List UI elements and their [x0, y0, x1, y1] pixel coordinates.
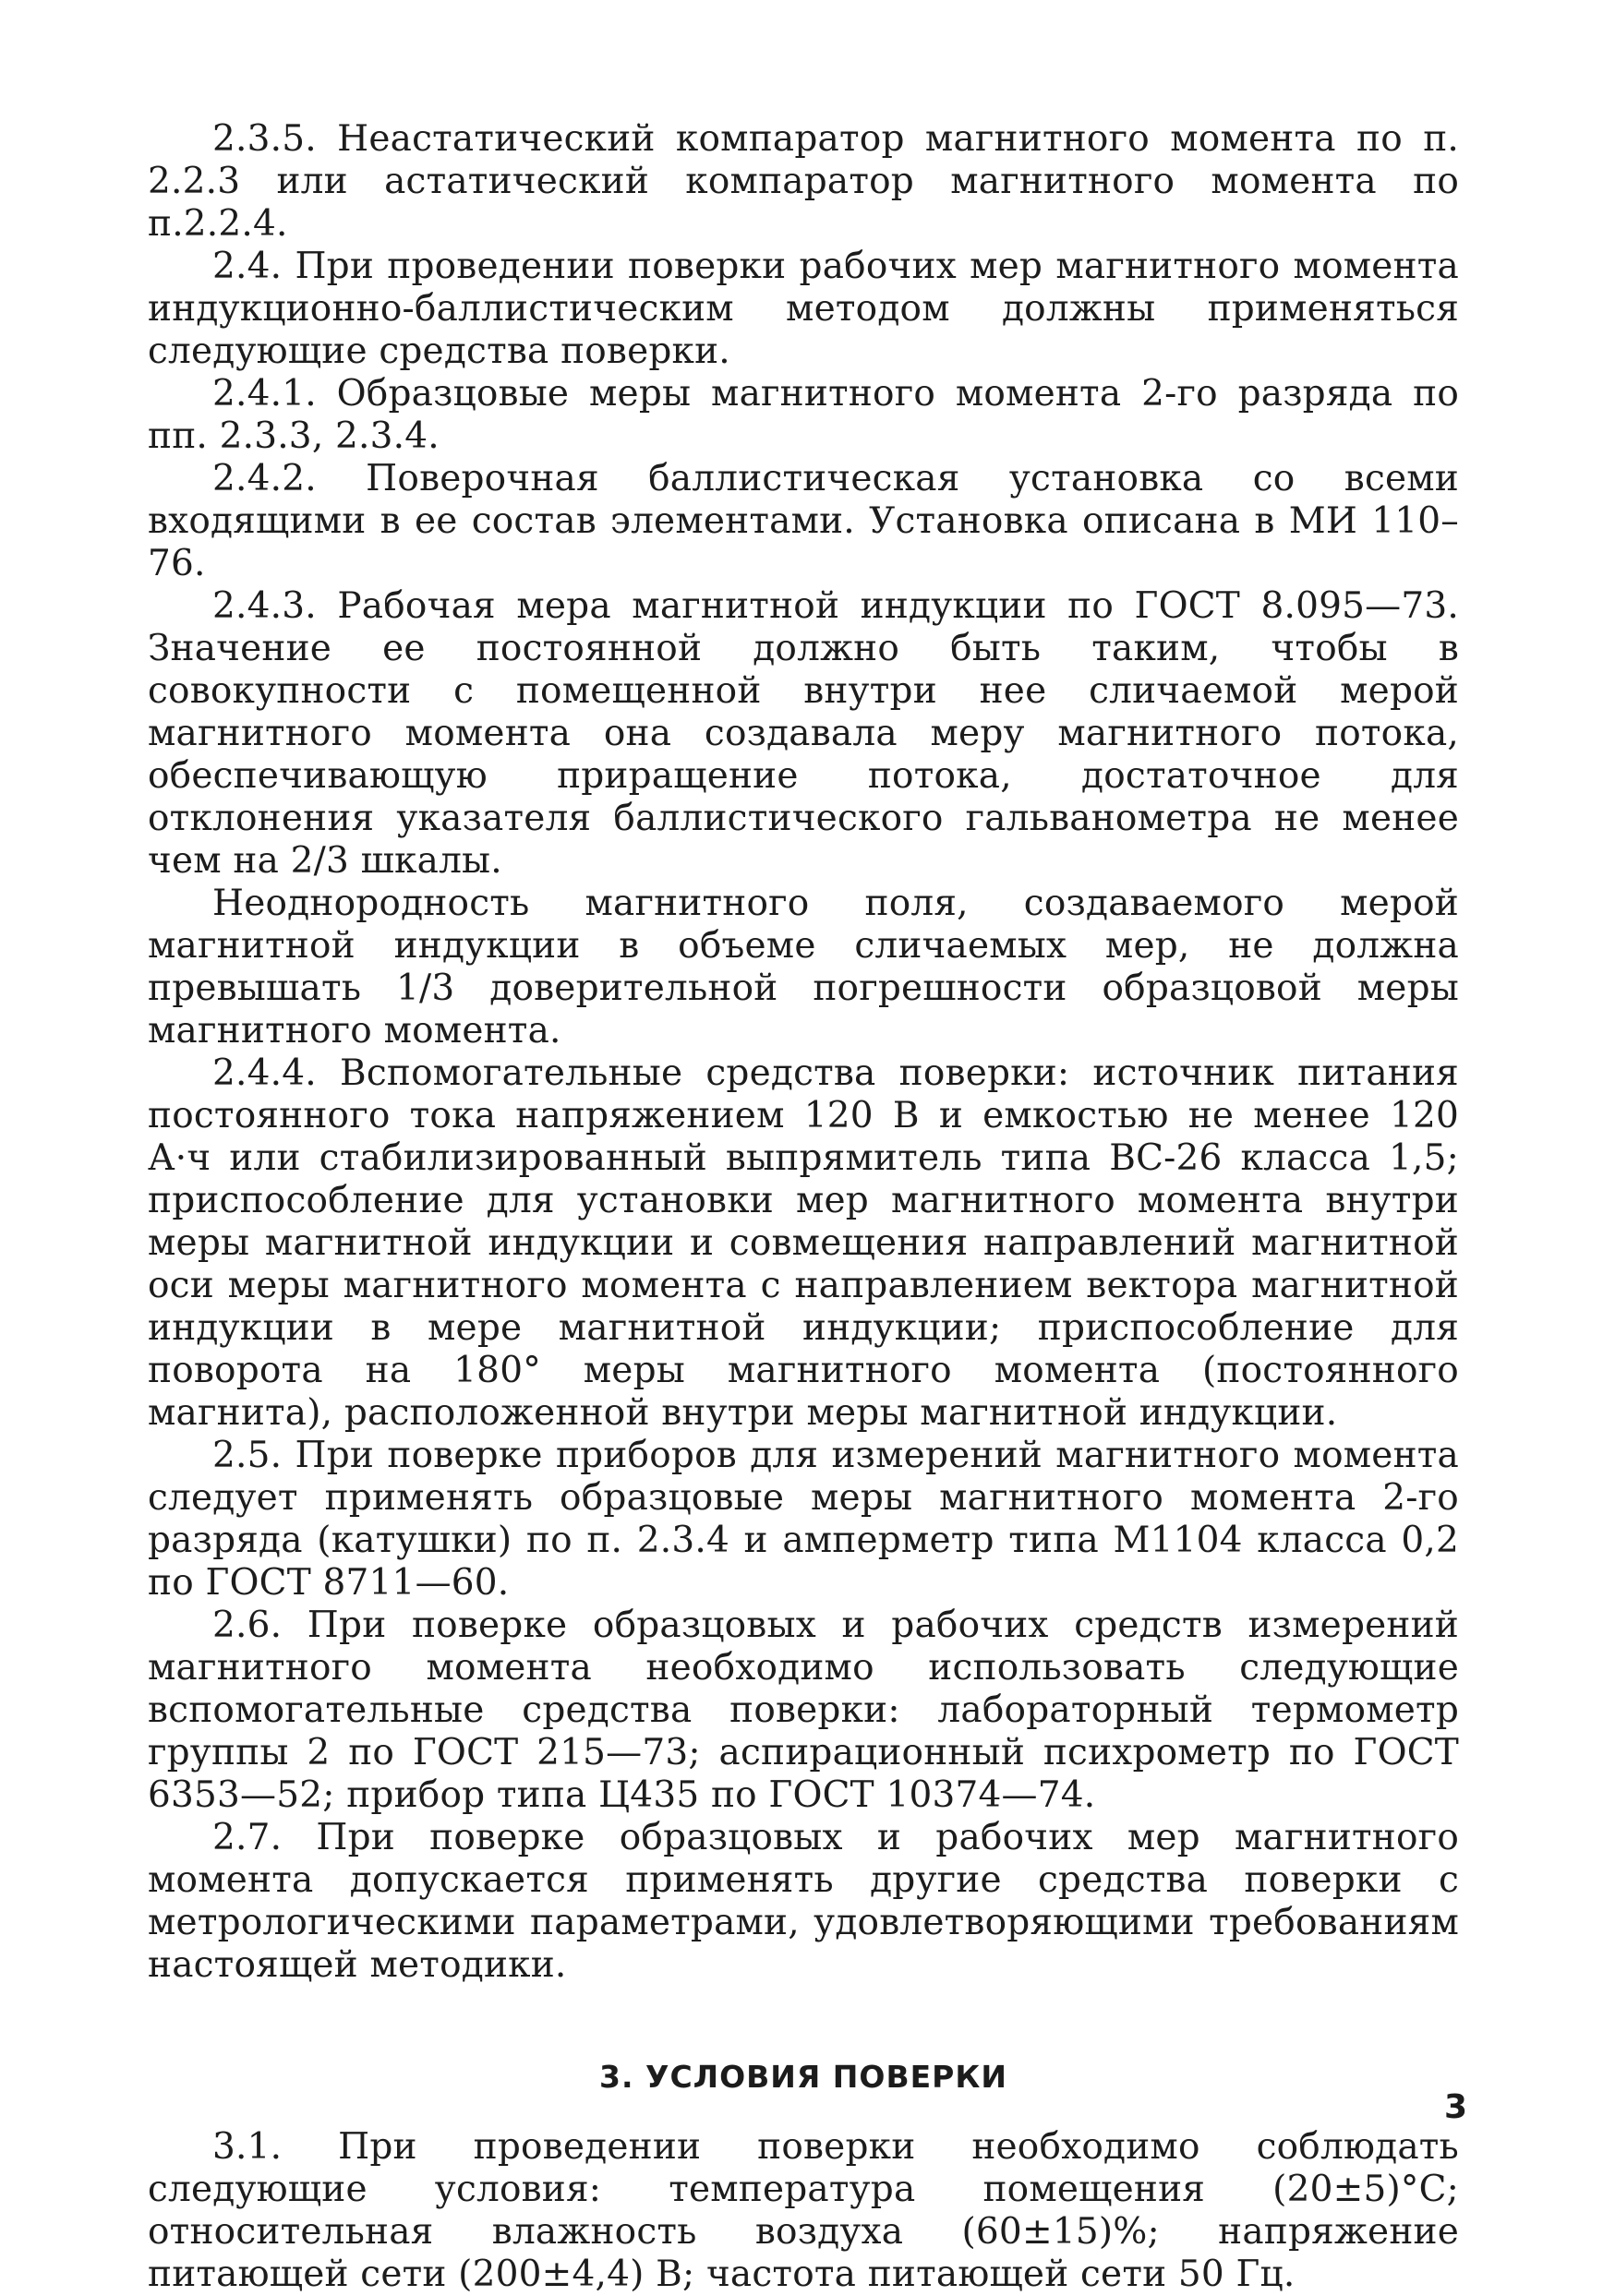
page-number: 3: [1443, 2088, 1467, 2126]
paragraph-2-7: 2.7. При поверке образцовых и рабочих мер магнитного момента допускается применять другие средства поверки с метрологическими параметрами, удовлетворяющими требованиям настоящей методики.: [148, 1817, 1459, 1986]
paragraph-2-6: 2.6. При поверке образцовых и рабочих средств измерений магнитного момента необходимо использовать следующие вспомогательные средства поверки: лабораторный термометр группы 2 по ГОСТ 215—73; аспирационный психрометр по ГОСТ 6353—52; прибор типа Ц435 по ГОСТ 10374—74.: [148, 1605, 1459, 1816]
paragraph-2-4-1: 2.4.1. Образцовые меры магнитного момента 2-го разряда по пп. 2.3.3, 2.3.4.: [148, 373, 1459, 457]
paragraph-2-4-2: 2.4.2. Поверочная баллистическая установка со всеми входящими в ее состав элементами. Установка описана в МИ 110–76.: [148, 458, 1459, 584]
paragraph-2-4-4: 2.4.4. Вспомогательные средства поверки: источник питания постоянного тока напряжением 120 В и емкостью не менее 120 А·ч или стабилизированный выпрямитель типа ВС-26 класса 1,5; приспособление для установки мер магнитного момента внутри меры магнитной индукции и совмещения направлений магнитной оси меры магнитного момента с направлением вектора магнитной индукции в мере магнитной индукции; приспособление для поворота на 180° меры магнитного момента (постоянного магнита), расположенной внутри меры магнитной индукции.: [148, 1052, 1459, 1434]
paragraph-2-4-3-continued: Неоднородность магнитного поля, создаваемого мерой магнитной индукции в объеме сличаемых мер, не должна превышать 1/3 доверительной погрешности образцовой меры магнитного момента.: [148, 883, 1459, 1052]
paragraph-2-3-5: 2.3.5. Неастатический компаратор магнитного момента по п. 2.2.3 или астатический компаратор магнитного момента по п.2.2.4.: [148, 118, 1459, 245]
paragraph-2-4-3: 2.4.3. Рабочая мера магнитной индукции по ГОСТ 8.095—73. Значение ее постоянной должно быть таким, чтобы в совокупности с помещенной внутри нее сличаемой мерой магнитного момента она создавала меру магнитного потока, обеспечивающую приращение потока, достаточное для отклонения указателя баллистического гальванометра не менее чем на 2/3 шкалы.: [148, 585, 1459, 882]
document-page: [148, 118, 1459, 2296]
paragraph-3-1: 3.1. При проведении поверки необходимо соблюдать следующие условия: температура помещения (20±5)°С; относительная влажность воздуха (60±15)%; напряжение питающей сети (200±4,4) В; частота питающей сети 50 Гц.: [148, 2126, 1459, 2295]
paragraph-2-5: 2.5. При поверке приборов для измерений магнитного момента следует применять образцовые меры магнитного момента 2-го разряда (катушки) по п. 2.3.4 и амперметр типа М1104 класса 0,2 по ГОСТ 8711—60.: [148, 1435, 1459, 1604]
paragraph-2-4: 2.4. При проведении поверки рабочих мер магнитного момента индукционно-баллистическим методом должны применяться следующие средства поверки.: [148, 246, 1459, 372]
section-title: 3. УСЛОВИЯ ПОВЕРКИ: [599, 2059, 1007, 2095]
